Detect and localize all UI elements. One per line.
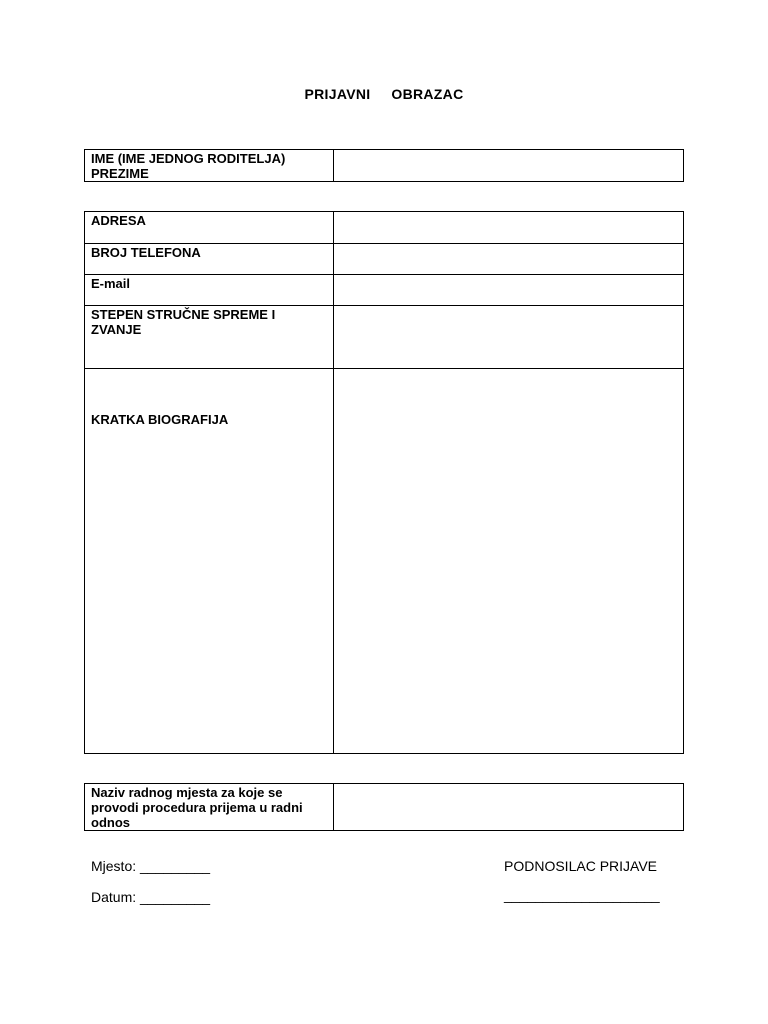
education-field[interactable] — [334, 306, 684, 369]
phone-field[interactable] — [334, 244, 684, 275]
education-label: STEPEN STRUČNE SPREME I ZVANJE — [85, 306, 334, 369]
name-label: IME (IME JEDNOG RODITELJA) PREZIME — [85, 150, 334, 182]
position-field[interactable] — [334, 784, 684, 831]
phone-label: BROJ TELEFONA — [85, 244, 334, 275]
name-row — [85, 150, 684, 182]
phone-row — [85, 244, 684, 275]
contact-table — [84, 211, 684, 754]
email-row — [85, 275, 684, 306]
applicant-label: PODNOSILAC PRIJAVE — [504, 858, 658, 874]
bio-label: KRATKA BIOGRAFIJA — [85, 369, 334, 754]
email-label: E-mail — [85, 275, 334, 306]
signature-line: ____________________ — [504, 887, 660, 903]
name-field[interactable] — [334, 150, 684, 182]
bio-row — [85, 369, 684, 754]
name-table — [84, 149, 684, 182]
page-title: PRIJAVNI OBRAZAC — [304, 86, 464, 102]
address-label: ADRESA — [85, 212, 334, 244]
position-table — [84, 783, 684, 831]
address-row — [85, 212, 684, 244]
place-line: Mjesto: _________ — [91, 858, 211, 874]
bio-field[interactable] — [334, 369, 684, 754]
email-field[interactable] — [334, 275, 684, 306]
position-label: Naziv radnog mjesta za koje se provodi procedura prijema u radni odnos — [85, 784, 334, 831]
education-row — [85, 306, 684, 369]
date-line: Datum: _________ — [91, 889, 211, 905]
position-row — [85, 784, 684, 831]
address-field[interactable] — [334, 212, 684, 244]
